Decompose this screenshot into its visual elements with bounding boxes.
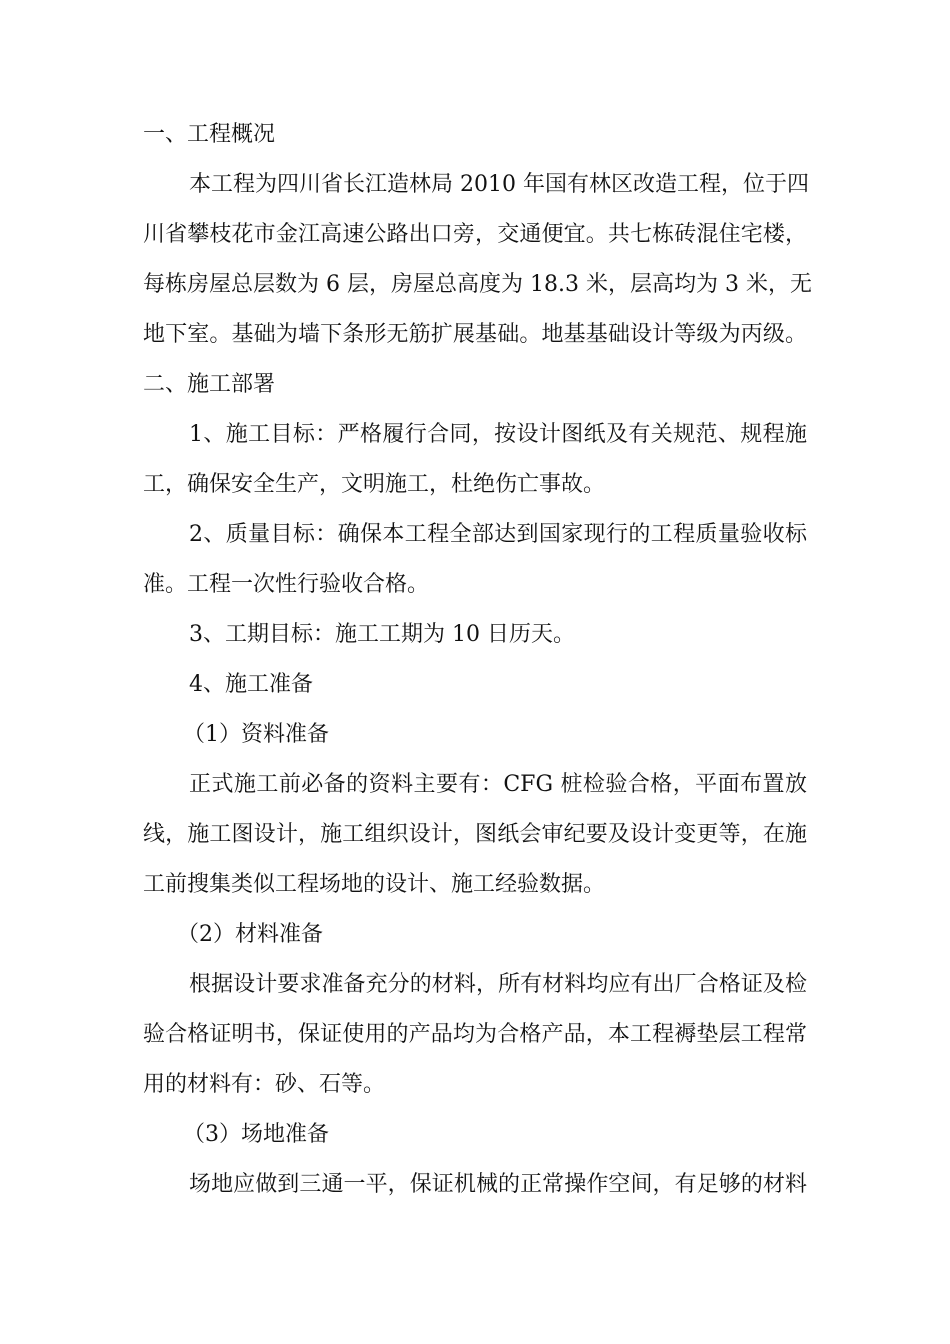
paragraph-line: 地下室。基础为墙下条形无筋扩展基础。地基基础设计等级为丙级。: [143, 322, 807, 347]
paragraph-line: 每栋房屋总层数为 6 层，房屋总高度为 18.3 米，层高均为 3 米，无: [143, 272, 812, 297]
paragraph-line: 1、施工目标：严格履行合同，按设计图纸及有关规范、规程施: [189, 422, 807, 447]
paragraph-line: 场地应做到三通一平，保证机械的正常操作空间，有足够的材料: [189, 1172, 807, 1197]
paragraph-line: 用的材料有：砂、石等。: [143, 1072, 386, 1097]
paragraph-line: 本工程为四川省长江造林局 2010 年国有林区改造工程，位于四: [189, 172, 809, 197]
paragraph-line: 工，确保安全生产，文明施工，杜绝伤亡事故。: [143, 472, 606, 497]
document-body: [143, 110, 812, 1210]
subheading-preparation: 4、施工准备: [189, 672, 313, 697]
subheading-materials: （2）材料准备: [177, 922, 323, 947]
paragraph-line: 线，施工图设计，施工组织设计，图纸会审纪要及设计变更等，在施: [143, 822, 807, 847]
subheading-documents: （1）资料准备: [183, 722, 329, 747]
paragraph-line: 3、工期目标：施工工期为 10 日历天。: [189, 622, 575, 647]
subheading-site: （3）场地准备: [183, 1122, 329, 1147]
paragraph-line: 验合格证明书，保证使用的产品均为合格产品，本工程褥垫层工程常: [143, 1022, 807, 1047]
heading-construction-deployment: 二、施工部署: [143, 372, 276, 397]
heading-project-overview: 一、工程概况: [143, 122, 276, 147]
paragraph-line: 根据设计要求准备充分的材料，所有材料均应有出厂合格证及检: [189, 972, 807, 997]
paragraph-line: 准。工程一次性行验收合格。: [143, 572, 430, 597]
paragraph-line: 2、质量目标：确保本工程全部达到国家现行的工程质量验收标: [189, 522, 807, 547]
paragraph-line: 工前搜集类似工程场地的设计、施工经验数据。: [143, 872, 606, 897]
paragraph-line: 川省攀枝花市金江高速公路出口旁，交通便宜。共七栋砖混住宅楼，: [143, 222, 807, 247]
paragraph-line: 正式施工前必备的资料主要有：CFG 桩检验合格，平面布置放: [189, 772, 807, 797]
